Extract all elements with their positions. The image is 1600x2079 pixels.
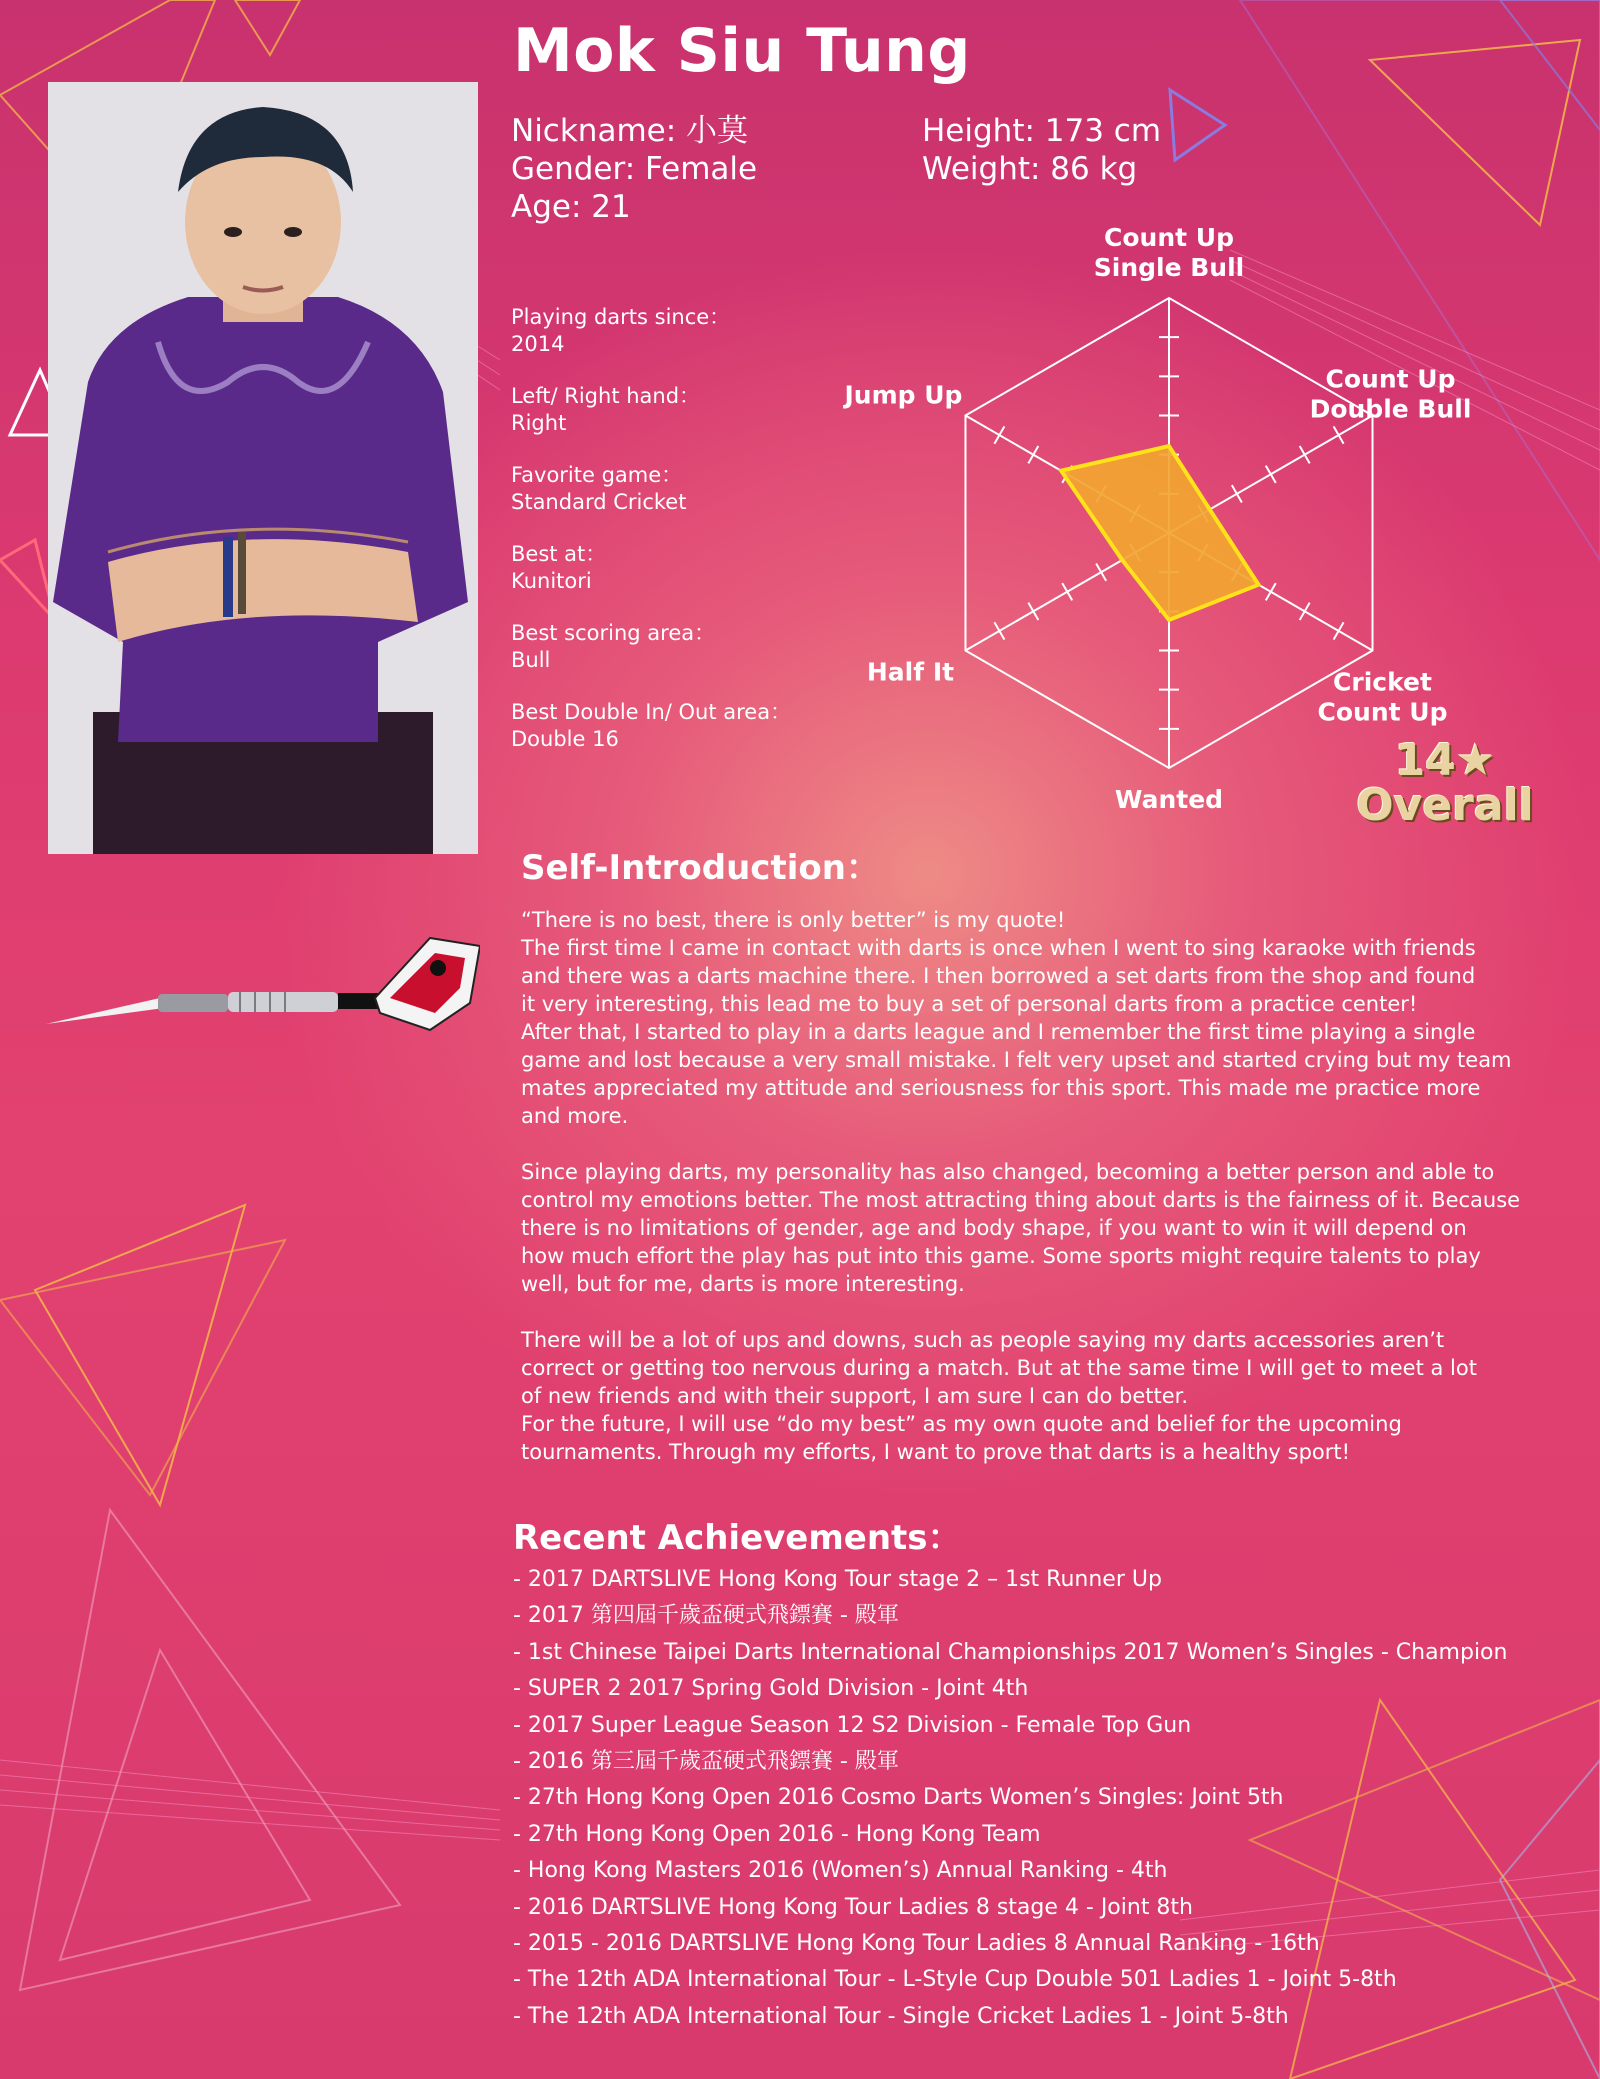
- detail-value: Double 16: [511, 727, 619, 751]
- radar-tick: [994, 426, 1004, 443]
- radar-tick: [1300, 603, 1310, 620]
- detail-favorite-game: [511, 462, 831, 516]
- radar-tick: [1334, 622, 1344, 639]
- radar-axis-label: Wanted: [1114, 785, 1224, 810]
- list-item: - 2016 第三屆千歲盃硬式飛鏢賽 - 殿軍: [513, 1748, 899, 1774]
- detail-value: Standard Cricket: [511, 490, 687, 514]
- player-details: [511, 304, 831, 778]
- detail-value: Right: [511, 411, 567, 435]
- radar-tick: [1266, 583, 1276, 600]
- radar-axis-label: Double Bull: [1309, 394, 1472, 424]
- detail-value: Kunitori: [511, 569, 592, 593]
- detail-value: Bull: [511, 648, 551, 672]
- overall-rating-value: 14★: [1394, 735, 1496, 786]
- list-item: - The 12th ADA International Tour - L-Style Cup Double 501 Ladies 1 - Joint 5-8th: [513, 1967, 1397, 1993]
- radar-axis-label: Single Bull: [1093, 253, 1245, 282]
- list-item: - Hong Kong Masters 2016 (Women’s) Annual Ranking - 4th: [513, 1858, 1168, 1884]
- detail-label: Best Double In/ Out area：: [511, 700, 792, 724]
- list-item: - 2017 第四屆千歲盃硬式飛鏢賽 - 殿軍: [513, 1603, 899, 1629]
- radar-tick: [1096, 564, 1106, 581]
- overall-rating: [1345, 735, 1545, 850]
- overall-rating-label: Overall: [1356, 780, 1534, 831]
- list-item: - 2017 Super League Season 12 S2 Division - Female Top Gun: [513, 1712, 1192, 1738]
- list-item: - 27th Hong Kong Open 2016 - Hong Kong Team: [513, 1821, 1041, 1847]
- detail-playing-since: [511, 304, 831, 358]
- list-item: - 1st Chinese Taipei Darts International Championships 2017 Women’s Singles - Champion: [513, 1639, 1508, 1665]
- detail-best-double: [511, 699, 831, 753]
- radar-tick: [994, 622, 1004, 639]
- radar-data-area: [1061, 446, 1258, 620]
- detail-label: Playing darts since：: [511, 305, 731, 329]
- radar-tick: [1028, 603, 1038, 620]
- player-name: Mok Siu Tung: [513, 16, 971, 86]
- self-intro-title: Self-Introduction：: [521, 848, 880, 888]
- radar-tick: [1028, 446, 1038, 463]
- radar-axis-label: Jump Up: [844, 380, 963, 410]
- radar-tick: [1334, 426, 1344, 443]
- weight: Weight: 86 kg: [922, 151, 1138, 187]
- basic-info-right: [922, 112, 1161, 188]
- self-intro-body: [521, 906, 1581, 1494]
- radar-axis-label: Cricket: [1333, 667, 1432, 697]
- gender: Gender: Female: [511, 151, 758, 187]
- detail-label: Best scoring area：: [511, 621, 716, 645]
- list-item: - SUPER 2 2017 Spring Gold Division - Joint 4th: [513, 1676, 1029, 1702]
- radar-tick: [1266, 466, 1276, 483]
- radar-tick: [1062, 583, 1072, 600]
- achievements-list: [513, 1562, 1583, 2035]
- radar-axis-label: Count Up: [1104, 223, 1234, 252]
- self-intro-paragraph: There will be a lot of ups and downs, such as people saying my darts accessories aren’t correct or getting too nervous during a match. But at the same time I will get to meet a lot of new friends and with their support, I am sure I can do better. For the future, I will use “do my best” as my own quote and belief for the upcoming tournaments. Through my efforts, I want to prove that darts is a healthy sport!: [521, 1328, 1477, 1464]
- basic-info-left: [511, 112, 757, 226]
- player-photo: [48, 82, 478, 854]
- radar-tick: [1300, 446, 1310, 463]
- self-intro-paragraph: Since playing darts, my personality has also changed, becoming a better person and able to control my emotions better. The most attracting thing about darts is the fairness of it. Because there is no limitations of gender, age and body shape, if you want to win it will depend on how much effort the play has put into this game. Some sports might require talents to play well, but for me, darts is more interesting.: [521, 1160, 1521, 1296]
- radar-axis-label: Half It: [866, 657, 955, 687]
- radar-axis-label: Count Up: [1325, 364, 1456, 394]
- achievements-title: Recent Achievements：: [513, 1518, 962, 1558]
- list-item: - 27th Hong Kong Open 2016 Cosmo Darts Women’s Singles: Joint 5th: [513, 1785, 1284, 1811]
- list-item: - 2016 DARTSLIVE Hong Kong Tour Ladies 8 stage 4 - Joint 8th: [513, 1894, 1194, 1920]
- dart-illustration: [40, 928, 480, 1038]
- detail-hand: [511, 383, 831, 437]
- height: Height: 173 cm: [922, 113, 1162, 149]
- age: Age: 21: [511, 189, 631, 225]
- radar-axis-label: Count Up: [1317, 697, 1448, 727]
- detail-best-at: [511, 541, 831, 595]
- skill-radar-chart: [820, 220, 1520, 810]
- detail-label: Favorite game：: [511, 463, 683, 487]
- list-item: - 2017 DARTSLIVE Hong Kong Tour stage 2 – 1st Runner Up: [513, 1567, 1162, 1592]
- detail-label: Left/ Right hand：: [511, 384, 701, 408]
- list-item: - 2015 - 2016 DARTSLIVE Hong Kong Tour Ladies 8 Annual Ranking - 16th: [513, 1930, 1320, 1956]
- self-intro-paragraph: “There is no best, there is only better” is my quote! The first time I came in contact with darts is once when I went to sing karaoke with friends and there was a darts machine there. I then borrowed a set darts from the shop and found it very interesting, this lead me to buy a set of personal darts from a practice center! After that, I started to play in a darts league and I remember the first time playing a single game and lost because a very small mistake. I felt very upset and started crying but my team mates appreciated my attitude and seriousness for this sport. This made me practice more and more.: [521, 908, 1512, 1128]
- detail-label: Best at：: [511, 542, 607, 566]
- list-item: - The 12th ADA International Tour - Single Cricket Ladies 1 - Joint 5-8th: [513, 2003, 1289, 2029]
- nickname: Nickname: 小莫: [511, 113, 749, 149]
- radar-tick: [1232, 485, 1242, 502]
- detail-value: 2014: [511, 332, 565, 356]
- detail-best-scoring-area: [511, 620, 831, 674]
